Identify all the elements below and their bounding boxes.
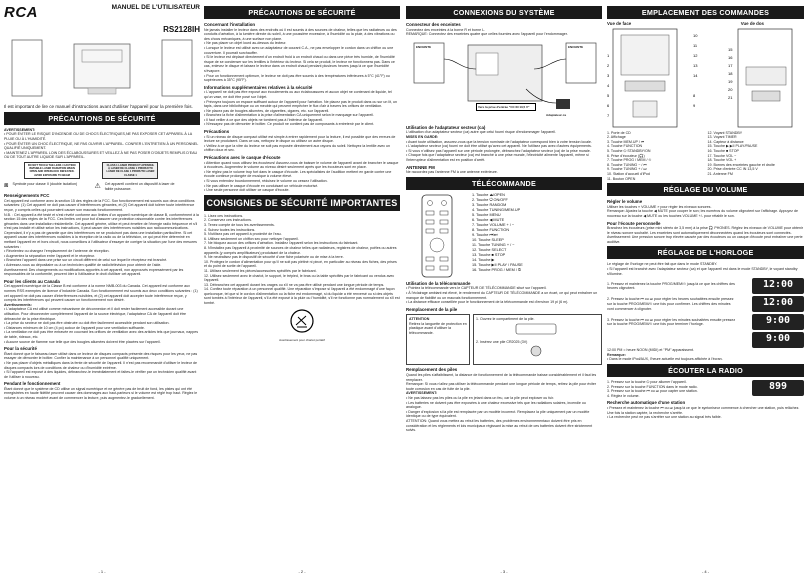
svg-text:19: 19 [728, 78, 733, 84]
list-item: 3. Tenez compte de tous les avertissements. [204, 222, 275, 227]
page-number: - 3 - [500, 569, 508, 574]
security-2: • Ne pas placer d'objets métalliques dans la fente de sécurité de l'appareil. Il n'est pas recommandé d'utiliser le lecteur de disques compacts lors de conditions de chaleur ou d'humidité extrême. [4, 360, 197, 370]
precautions-1: • Si un niveau de disque compact utilisé est simple à entrer rapidement pour la lecture, il est possible que des erreurs de lecture se produisent. Dans ce cas, nettoyez le disque ou utilisez un autre disque. [204, 134, 396, 144]
list-item: 8. N'installez pas l'appareil à proximité de sources de chaleur telles que radiateurs, registres de chaleur, poêles ou autres appareils (y compris amplificateurs) produisant de la chaleur. [204, 245, 397, 255]
svg-text:7: 7 [607, 112, 610, 118]
connection-diagram [406, 39, 602, 123]
battery-heading: Remplacement de la pile [406, 306, 458, 312]
back-view-label: Vue de dos [740, 21, 764, 26]
svg-text:10: 10 [693, 32, 698, 38]
double-insulation-icon: ⧈ [4, 181, 9, 189]
list-item: 6. Prise d'écouteur (🎧) [607, 153, 645, 158]
auto-search-1: • Pressez et maintenez la touche ⏮ ou ⏭ jusqu'à ce que le syntoniseur commence à chercher une station, puis relâchez. Une fois la station captée, la recherche s'arrête. [607, 406, 800, 415]
avert-5: • Aucune source de flamme nue telle que des bougies allumées doivent être placées sur l'appareil. [4, 339, 161, 344]
install-heading: Concernant l'installation [204, 22, 256, 27]
svg-text:6: 6 [607, 102, 610, 108]
list-item: 4. Touche FUNCTION [607, 144, 643, 149]
list-item: 9. Ne neutralisez pas le dispositif de sécurité d'une fiche polarisée ou de mise à la terre. [204, 255, 344, 260]
headphone-3: • Si vous entendez bourdonnement, réduisez le volume ou cessez l'utilisation. [204, 179, 328, 183]
list-item: 2. Affichage [607, 135, 626, 140]
svg-text:8: 8 [693, 92, 696, 98]
batteries-heading: Remplacement des piles [406, 367, 458, 373]
clock-display-4: 9:00 [752, 332, 804, 348]
front-view-image [607, 27, 703, 131]
list-item: 1. Lisez ces instructions. [204, 213, 244, 218]
list-item: 6. Touche ◀ MUTE [472, 217, 505, 222]
avert-heading: Avertissements: [4, 302, 32, 307]
svg-text:21: 21 [728, 94, 733, 100]
personal-listening-heading: Pour l'écoute personnelle [607, 220, 661, 226]
headphone-1: • Attention quand vous utilisez les écouteurs! Assurez-vous de baisser le volume de l'appareil avant de brancher le casque à écouteurs. Augmentez le volume au niveau désiré seulement après que les écouteurs sont en place. [204, 160, 399, 170]
remote-control-image [406, 193, 466, 279]
speaker-note: REMARQUE: Connectez des enceintes quatre que celles fournies avec l'appareil pour l'endommager. [406, 32, 568, 37]
canada-heading: Pour les clients au Canada [4, 278, 60, 284]
list-item: 4. Suivez toutes les instructions. [204, 227, 256, 232]
battery-insert-image [476, 345, 596, 357]
dc-in-label: Vers la prise d'entrée "CC IN 13,5 V" [476, 103, 536, 112]
volume-note: Remarque: Ajustez la touche ◀ MUTE pour couper le son; les numéros du volume clignotent sur l'affichage. Appuyez de nouveau sur la touche ◀ MUTE ou les touches VOLUME +/- pour rétablir le son. [607, 209, 798, 218]
intro-text: Il est important de lire ce manuel d'instructions avant d'utiliser l'appareil pour la première fois. [4, 104, 193, 109]
model-number: RS2128IH [163, 25, 200, 34]
speaker-left-label: ENCEINTE [416, 44, 432, 49]
list-item: 15. Touche ▶II PLAY / PAUSE [472, 262, 523, 267]
list-item: 9. Touche TUNING + / ⏭ [607, 167, 647, 172]
volume-heading: RÉGLAGE DU VOLUME [607, 183, 804, 196]
svg-text:5: 5 [607, 92, 610, 98]
remote-use-heading: Utilisation de la télécommande [406, 280, 471, 286]
battery-door-image [476, 323, 596, 335]
controls-heading: EMPLACEMENT DES COMMANDES [607, 6, 804, 19]
clock-remark: • Dans le mode iPod/AUX, l'heure actuelle est toujours affichée à l'écran. [607, 357, 723, 362]
list-item: 20. Prise d'entrée CC IN 13,5 V [707, 167, 758, 172]
noon-note: 12:00 PM = heure NOON (MIDI) et "PM" apparaissent. [607, 348, 694, 353]
battery-step-1: 1. Ouvrez le compartiment de la pile. [476, 317, 535, 322]
caution-heading: MISES EN GARDE: [406, 134, 439, 139]
list-item: 2. Conservez ces instructions. [204, 218, 252, 223]
list-item: 11. Utilisez seulement les pièces/accessoires spécifiés par le fabricant. [204, 268, 317, 273]
list-item: 8. Touche FUNCTION [472, 227, 510, 232]
clock-step-2: 2. Pressez la touche ⏮ ou ⏭ pour régler les heures souhaitées ensuite pressez sur la touche PROG/MEM/⏲ une fois pour confirmer. Les chiffres des minutes vont commencer à clignoter. [607, 297, 734, 311]
headphone-5: • Une seule personne doit utiliser ce casque d'écoute. [204, 188, 290, 193]
speaker-heading: Connecteur des enceintes [406, 22, 461, 27]
info-6: • N'essayez pas de démonter le boîtier. Ce produit ne contient pas de composants à entretenir par le client. [204, 122, 375, 127]
list-item: 19. Bornes des enceintes gauche et droite [707, 162, 775, 167]
personal-listening-text: Branchez les écouteurs (prise mini stéréo de 3,5 mm) à la prise 🎧 PHONES. Réglez les niveaux de VOLUME pour obtenir le niveau sonore souhaité. Les enceintes sont automatiquement déconnectées quand les écouteurs sont connectés. [607, 226, 804, 235]
headphone-4: • Ne pas utiliser le casque d'écoute en conduisant un véhicule motorisé. [204, 183, 319, 188]
info-5: • Il faut veiller à ce que des objets ne tombent pas à l'intérieur de l'appareil. [204, 117, 324, 122]
battery-warning-3: • Danger d'explosion si la pile est remplacée par un modèle incorrect. Remplacez la pile uniquement par un modèle identique ou de type équivalent. [406, 409, 590, 419]
precautions-heading: Précautions [204, 129, 230, 135]
list-item: 9. Touche ⏮/⏭ [472, 232, 498, 237]
install-1: • Ne pas placer un objet lourd au-dessus du lecteur. [204, 41, 287, 46]
remote-use-2: • À l'éclairage ambiant est élevé, le rendement du CAPTEUR DE TÉLÉCOMMANDE a un écart, ce qui peut entraîner un manque de fiabilité ou un mauvais fonctionnement. [406, 290, 598, 300]
fm-heading: ANTENNE FM [406, 164, 435, 170]
remote-use-3: • La distance efficace conseillée pour le fonctionnement de la télécommande est d'environ 19 pi (6 m). [406, 300, 569, 305]
important-list [204, 214, 400, 306]
list-item: 14. Touche ▶ [472, 257, 495, 262]
install-2: • Lorsque le lecteur est utilisé avec un adaptateur de courant C.A., ne pas envelopper le cordon dans un chiffon ou une couverture. Il pourrait surchauffer. [204, 45, 394, 55]
avert-1: • L'adaptateur CA est utilisé comme mécanisme de déconnexion et il doit rester facilement accessible durant une utilisation. Pour déconnecter complètement l'appareil de la source électrique, l'adaptateur CA de l'appareil doit être débranché de la prise électrique. [4, 307, 187, 321]
list-item: 8. Touche TUNING − / ⏮ [607, 162, 647, 167]
clock-step-1: 1. Pressez et maintenez la touche PROG/MEM/⏲ jusqu'à ce que les chiffres des heures clignotent. [607, 281, 735, 291]
list-item: 13. Touche ■ STOP [472, 252, 506, 257]
fcc-heading: Renseignements FCC [4, 193, 50, 199]
install-4: • Pour un fonctionnement optimum, le lecteur ne doit pas être soumis à des températures inférieures à 5°C (41°F) ou supérieures à 35°C (95°F). [204, 73, 390, 83]
laser-warning-icon: ⚠ [94, 182, 101, 190]
symbol-class-2: Symbole pour classe II (double isolation) [12, 181, 78, 186]
list-item: 10. Touche SLEEP [472, 237, 504, 242]
clock-intro: Le réglage de l'horloge ne peut être fait que dans le mode STANDBY. [607, 262, 718, 267]
avert-3: • Distances minimum de 10 cm (4 po) autour de l'appareil pour une ventilation suffisante. [4, 325, 145, 330]
connections-heading: CONNEXIONS DU SYSTÈME [406, 6, 602, 19]
list-item: 5. N'utilisez pas cet appareil à proximité de l'eau. [204, 232, 282, 237]
list-item: 3. Touche RANDOM [472, 202, 507, 207]
warning-1: • POUR ÉVITER LE RISQUE D'INCENDIE OU DE CHOCS ÉLECTRIQUES,NE PAS EXPOSER CET APPAREIL À LA PLUIE OU À L'HUMIDITÉ. [4, 132, 192, 141]
laser-label-left: DO NOT TOUCH THE LENS / CAUTION: INVISIBLE LASER RADIATION WHEN OPEN AND INTERLOCK DEFEATED. AVOID EXPOSURE TO BEAM [24, 162, 80, 179]
clock-note: • Si l'appareil est branché avec l'adaptateur secteur (ca) et que l'appareil est dans le mode STANDBY, le voyant standby s'illumine. [607, 267, 798, 276]
svg-text:14: 14 [693, 72, 698, 78]
fcc-text: Cet appareil est conforme avec la section 15 des règles de la FCC. Son fonctionnement est soumis aux deux conditions suivantes: (1) Cet appareil ne doit pas causer d'interférences gênantes, et (2) Cet appareil doit tolérer toute interférence reçue, y compris celles qui pourraient causer son mauvais fonctionnement. [4, 198, 195, 212]
list-item: 13. Voyant TIMER [707, 135, 737, 140]
svg-text:12: 12 [693, 52, 698, 58]
important-safety-heading: CONSIGNES DE SÉCURITÉ IMPORTANTES [204, 195, 400, 211]
adapter-label: Adaptateur ca [546, 112, 567, 117]
volume-text: Utiliser les touches « VOLUME » pour régler les niveaux sonores. [607, 204, 712, 209]
install-3: • Si le lecteur est déplacé directement d'un endroit froid à un endroit chaud ou dans une pièce très humide, de l'humidité risque de se condenser sur les lentilles à l'intérieur du lecteur. Si cela se produit, le lecteur ne fonctionnera pas. Dans ce cas, enlevez le disque et laissez le lecteur dans un endroit chaud pendant plusieurs heures jusqu'à ce que l'humidité s'évapore. [204, 55, 395, 73]
info-2: • Prévoyez toujours un espace suffisant autour de l'appareil pour l'aération. Ne placez pas le produit dans ou sur un lit, un tapis, dans une bibliothèque ou un meuble qui peuvent empêcher le flux d'air à travers les orifices de ventilation. [204, 99, 397, 109]
list-item: 12. Touche SELECT [472, 247, 507, 252]
radio-step-2: 2. Pressez sur la touche FUNCTION dans le mode radio. [607, 384, 698, 389]
auto-search-2: • La recherche peut ne pas s'arrêter sur une station au signal très faible. [607, 415, 722, 420]
battery-step-2: 2. Insérez une pile CR2025 (3V) [476, 339, 528, 344]
svg-text:13: 13 [693, 62, 698, 68]
operation-text: Étant donné que le système de CD utilise un signal numérique et ne génère pas de bruit de fond, les pistes qui ont été enregistrées en haute fidélité peuvent causer des dommages aux haut-parleurs si le volume est réglé trop haut. Réglez le volume à un niveau modéré avant de commencer la lecture, puis augmentez-le graduellement. [4, 386, 198, 401]
list-item: 11. Touche TUNING + / − [472, 242, 515, 247]
front-view-label: Vue de face [607, 21, 632, 26]
precautions-2: • Veillez à ce que la vitre du lecteur ne soit pas exposée directement aux rayons du soleil. Nettoyez la lentille avec un chiffon doux et sec. [204, 143, 391, 153]
battery-warning-heading: AVERTISSEMENT: [406, 391, 438, 396]
svg-text:20: 20 [728, 86, 733, 92]
clock-display-1: 12:00 [752, 278, 804, 294]
security-text: Étant donné que le faisceau laser utilisé dans ce lecteur de disques compacts présente des risques pour les yeux, ne pas essayer de démonter le boîtier. Confier la maintenance à un personnel qualifié uniquement. [4, 351, 198, 361]
list-item: 12. Voyant STANDBY [707, 130, 743, 135]
list-item: 3. Touche MEM.UP / ⏮ [607, 139, 645, 144]
fcc-note: N.B. : Cet appareil a été testé et s'est révélé conforme aux limites d'un appareil numérique de classe B, conformément à la section 15 des règles de la FCC. Ces limites ont pour but d'assurer une protection raisonnable contre les interférences gênantes dans une installation résidentielle. Cet appareil génère, utilise et peut émettre de l'énergie radio fréquence et s'il n'est pas installé et utilisé selon les instructions, il peut causer des interférences nuisibles aux radiocommunications. Cependant, il n'y a pas de garantie que des interférences ne se produiront pas dans une installation particulière. Si cet appareil cause des interférences nuisibles à la réception de la radio ou de la télévision, ce qui peut être déterminé en mettant l'appareil en et hors circuit, nous conseillons à l'utilisateur d'essayer de corriger la situation par l'une des mesures suivantes : [4, 212, 199, 249]
page-number: - 4 - [701, 569, 710, 574]
personal-listening-warning: Avertissement: Une pression sonore trop élevée causée par des écouteurs ou un casque d'écoute peut entraîner une perte auditive. [607, 235, 803, 244]
clock-display-3: 9:00 [752, 314, 804, 330]
list-item: 13. Débranchez cet appareil durant les orages ou s'il ne va pas être utilisé pendant une longue période de temps. [204, 282, 385, 287]
page-number: - 2 - [298, 569, 306, 574]
speaker-text: Connectez des enceintes à la borne R et borne L. [406, 27, 486, 32]
attention-box [406, 314, 470, 365]
laser-label-right: CLASS 1 LASER PRODUCT APPAREIL À LASER DE CLASSE 1 PRODUCTO LÁSER DE CLASE 1 PRODUTO LASER CLASSE 1 [102, 162, 158, 179]
measure-3: • Branchez l'appareil dans une prise sur un circuit différent de celui sur lequel le récepteur est branché. [4, 258, 168, 263]
list-item: 21. Antenne FM [707, 171, 733, 176]
radio-step-4: 4. Réglez le volume. [607, 393, 640, 398]
list-item: 18. Touche VOL + [707, 158, 737, 163]
list-item: 10. Protégez le cordon d'alimentation pour qu'il ne soit pas piétiné ni pincé, en particulier au niveau des fiches, des prises et du point de sortie de l'appareil. [204, 259, 397, 269]
svg-text:17: 17 [728, 62, 733, 68]
list-item: 7. Touche PROG / MEM / ⏲ [607, 158, 652, 163]
attention-title: ATTENTION [409, 317, 430, 322]
list-item: 16. Touche ■ STOP [707, 148, 739, 153]
caution-3: • Si vous n'utilisez pas l'appareil sur une période prolongée, débranchez l'adaptateur secteur (ca) de la prise murale. [406, 148, 591, 153]
batteries-note: Remarque: Si vous n'allez pas utiliser la télécommande pendant une longue période de temps, retirez la pile pour éviter toute corrosion en cas de fuite de la pile. [406, 382, 597, 391]
headphone-heading: Précautions avec le casque d'écoute [204, 155, 281, 161]
list-item: 7. Ne bloquez aucun des orifices d'aération. Installez l'appareil selon les instructions du fabricant. [204, 241, 359, 246]
remote-button-list [472, 193, 523, 279]
svg-text:15: 15 [728, 46, 733, 52]
radio-step-1: 1. Pressez sur la touche ⏻ pour allumer l'appareil. [607, 380, 687, 385]
manual-title: MANUEL DE L'UTILISATEUR [111, 4, 200, 11]
list-item: 17. Touche VOL − [707, 153, 737, 158]
list-item: 6. Utilisez seulement un chiffon sec pour nettoyer l'appareil. [204, 236, 299, 241]
warning-2: • POUR ÉVITER UN CHOC ÉLECTRIQUE, NE PAS OUVRIR L'APPAREIL. CONFIER L'ENTRETIEN À UN PERSONNEL QUALIFIÉ UNIQUEMENT. [4, 141, 199, 151]
warning-heading: AVERTISSEMENT: [4, 127, 36, 132]
battery-steps-box [473, 314, 602, 365]
remote-heading: TÉLÉCOMMANDE [406, 177, 602, 190]
svg-text:3: 3 [607, 72, 610, 78]
page-3 [406, 4, 602, 576]
adapter-text: L'utilisation d'un adaptateur secteur (ca) autre que celui fourni risque d'endommager l'appareil. [406, 130, 556, 135]
measure-4: • Adressez-vous au dépositaire ou à un technicien qualifié de radio/télévision pour obtenir de l'aide. [4, 263, 162, 268]
modification-warning: Avertissement: Des changements ou modifications apportés à cet appareil, non approuvés expressément par les responsables de la conformité, peuvent ôter à l'utilisateur le droit d'utiliser cet appareil. [4, 267, 184, 277]
page-2 [204, 4, 400, 576]
security-3: • Si l'appareil est exposé à des liquides, débranchez-le immédiatement et faites-le vérifier par un technicien qualifié avant de l'utiliser à nouveau. [4, 370, 197, 379]
clock-remark-heading: Remarque: [607, 352, 626, 357]
warning-3: • MAINTENEZ L'APPAREIL LOIN DES ÉCLABOUSSURES ET VEILLEZ À NE PAS POSER D'OBJETS REMPLIS D'EAU OU DE TOUT AUTRE LIQUIDE SUR L'APPAREIL. [4, 150, 198, 160]
svg-text:4: 4 [607, 82, 610, 88]
list-item: 2. Touche ⏻ ON/OFF [472, 197, 508, 202]
list-item: 5. Touche MENU [472, 212, 501, 217]
operation-heading: Pendant le fonctionnement [4, 381, 61, 387]
install-text: Ne jamais installer le lecteur dans des endroits où il est soumis à des sources de chaleur, telles que les radiateurs ou des conduits d'aération, à la lumière directe du soleil, à une poussière excessive, à l'humidité ou la pluie, à des vibrations ou des chocs mécaniques, à une surface non plane. [204, 27, 397, 41]
battery-warning-4: ATTENTION: Quand vous mettez au rebut les batteries, des problèmes environnementaux doivent être pris en considération et les règlements et lois municipaux régissant la mise au rebut de ces batteries doivent être strictement suivis. [406, 419, 593, 433]
list-item: 4. Touche TUNING/MEM.UP [472, 207, 521, 212]
symbol-laser: Cet appareil contient un dispositif à laser de faible puissance. [104, 181, 175, 191]
rca-logo: RCA [4, 4, 38, 21]
list-item: 12. Utilisez seulement avec le chariot, le support, le trépied, le bras ou la table spécifiés par le fabricant ou vendus avec l'appareil. [204, 273, 395, 283]
avert-2: • La prise du secteur ne doit pas être obstruée ou doit être facilement accessible pendant son utilisation. [4, 321, 170, 326]
radio-display: 899 [752, 380, 804, 396]
page-4 [607, 4, 804, 576]
batteries-text: Quand les piles s'affaiblissent, la distance de fonctionnement de la télécommande baisse considérablement et il faut les remplacer. [406, 373, 597, 382]
measure-2: • Augmentez la séparation entre l'appareil et le récepteur. [4, 253, 96, 258]
caution-4: • Chaque fois que l'adaptateur secteur (ca) est branché à une prise murale, l'électricité alimente l'appareil, même si l'interrupteur d'alimentation est en position d'arrêt. [406, 153, 589, 162]
volume-subheading: Régler le volume [607, 199, 643, 205]
svg-text:1: 1 [607, 52, 610, 58]
speaker-right-label: ENCEINTE [568, 44, 584, 49]
info-1: • L'appareil ne doit pas être exposé aux écoulements ou aux éclaboussures et aucun objet ne contenant de liquide, tel qu'un vase, ne doit être posé sur l'objet. [204, 90, 392, 99]
canada-text: Cet appareil numérique de la Classe B est conforme à la norme NMB-003 du Canada. Cet appareil est conforme aux normes RSS exemptes de licence d'Industrie Canada. Son fonctionnement est soumis aux deux conditions suivantes : (1) cet appareil ne doit pas causer d'interférences nuisibles, et (2) cet appareil doit accepter toute interférence reçue, y compris les interférences qui peuvent causer un fonctionnement non désiré. [4, 284, 198, 303]
info-4: • Branchez la fiche d'alimentation à la prise d'alimentation CA uniquement selon le marquage sur l'appareil. [204, 113, 374, 118]
adapter-heading: Utilisation de l'adaptateur secteur (ca) [406, 124, 486, 130]
auto-search-heading: Recherche automatique d'une station [607, 400, 686, 406]
attention-text: Retirez la languette de protection en plastique avant d'utiliser la télécommande. [409, 321, 467, 336]
cart-warning-icon [288, 309, 316, 333]
clock-display-2: 12:00 [752, 296, 804, 312]
remote-use-1: • Pointez la télécommande vers le CAPTEUR DE TÉLÉCOMMANDE situé sur l'appareil. [406, 286, 547, 291]
list-item: 14. Capteur à distance [707, 139, 744, 144]
list-item: 1. Porte de CD [607, 130, 631, 135]
battery-warning-1: • Ne pas laissez pas les piles ou la pile en jetant dans un feu, car la pile peut exploser ou fuir. [406, 396, 555, 401]
info-heading: Informations supplémentaires relatives à la sécurité [204, 84, 313, 90]
page-number: - 1 - [98, 569, 106, 574]
svg-text:2: 2 [607, 62, 610, 68]
list-item: 14. Confiez toute réparation à un personnel qualifié. Une réparation s'impose si l'appareil a été endommagé d'une façon quelconque, tel que si le cordon d'alimentation ou la fiche est endommagé, si du liquide a été renversé ou si des objets sont tombés à l'intérieur de l'appareil, s'il a été exposé à la pluie ou l'humidité, s'il ne fonctionne pas normalement ou s'il est tombé. [204, 287, 400, 306]
controls-list [607, 131, 804, 182]
security-heading: Pour la sécurité [4, 346, 37, 352]
svg-text:18: 18 [728, 70, 733, 76]
clock-step-3: 3. Pressez la touche ⏮ ou ⏭ pour régler les minutes souhaitées ensuite pressez sur la touche PROG/MEM/⏲ une fois pour terminer l'horloge. [607, 317, 736, 327]
list-item: 5. Touche ⏻ STANDBY/ON [607, 148, 651, 153]
list-item: 11. Bouton OPEN [607, 176, 636, 181]
list-item: 1. Touche ⏏/OPEN [472, 192, 505, 197]
list-item: 7. Touche VOLUME + / − [472, 222, 515, 227]
avert-4: • La ventilation ne doit pas être entravée en couvrant les orifices de ventilation avec des articles tels que journaux, nappes de table, rideaux, etc. [4, 330, 199, 339]
list-item: 10. Station d'accueil d'iPod [607, 171, 650, 176]
svg-text:11: 11 [693, 42, 698, 48]
info-3: • Ne placez pas de bougies allumées, de cigarettes, cigares, etc. sur l'appareil. [204, 108, 330, 113]
safety-heading-2: PRÉCAUTIONS DE SÉCURITÉ [204, 6, 400, 19]
back-view-image [708, 27, 804, 131]
safety-heading: PRÉCAUTIONS DE SÉCURITÉ [4, 112, 200, 125]
cart-caption: Avertissement pour chariot portatif [279, 337, 325, 342]
svg-text:16: 16 [728, 54, 733, 60]
page-1 [4, 4, 200, 576]
fm-text: Ne raccordez pas l'antenne FM à une antenne extérieure. [406, 170, 498, 175]
product-image [4, 38, 200, 100]
caution-1: • Avant toute utilisation, assurez-vous que la tension nominale de l'adaptateur correspond bien à votre tension locale. [406, 139, 592, 144]
list-item: 15. Touche ▶ ▶II PLAY/PAUSE [707, 144, 758, 149]
list-item: 16. Touche PROG / MEM / ⏲ [472, 267, 521, 272]
headphone-2: • Ne réglez pas le volume trop fort dans le casque d'écoute. Les spécialistes de l'audition mettent en garde contre une écoute continue prolongée de musique à volume élevé. [204, 169, 392, 179]
clock-heading: RÉGLAGE DE L'HORLOGE [607, 246, 804, 259]
battery-warning-2: • Les batteries ne doivent pas être exposées à une chaleur excessive tels que les radiations solaires, incendie ou analogue. [406, 400, 586, 410]
caution-2: • L'adaptateur secteur (ca) fourni ne doit être utilisé qu'avec cet appareil. Ne l'utilisez pas avec d'autres équipements. [406, 144, 592, 149]
radio-step-3: 3. Pressez sur la touche ⏮ ou ⏭ pour capter une station. [607, 389, 698, 394]
measure-1: • Réorientez ou changez l'emplacement de l'antenne de réception. [4, 249, 110, 254]
radio-heading: ÉCOUTER LA RADIO [607, 364, 804, 377]
svg-text:9: 9 [693, 102, 696, 108]
